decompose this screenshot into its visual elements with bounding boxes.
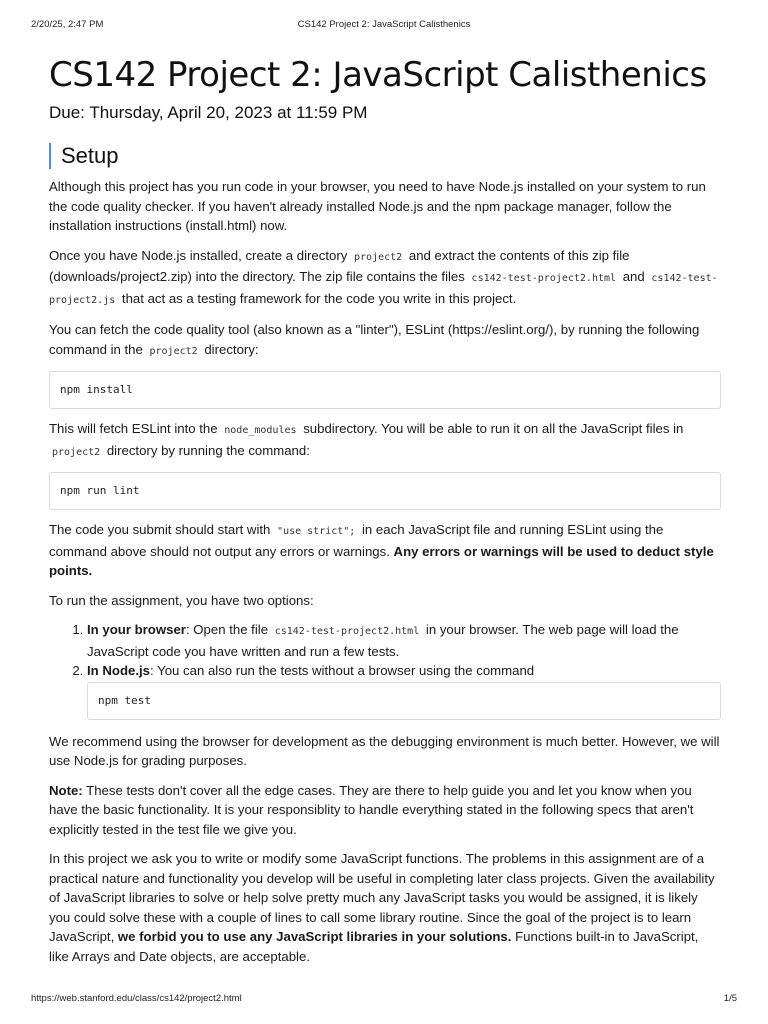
paragraph-recommend-browser: We recommend using the browser for development as the debugging environment is much better. However, we will use Node.js for grading purposes. — [49, 733, 720, 768]
inline-code-test-html: cs142-test-project2.html — [471, 273, 617, 284]
paragraph-create-directory: Once you have Node.js installed, create a directory project2 and extract the contents of this zip file (downloads/project2.zip) into the directory. The zip file contains the files cs142-test-project2.html and cs142-test-project2.js that act as a testing framework for the code you write in this project. — [49, 247, 718, 306]
print-url: https://web.stanford.edu/class/cs142/project2.html — [31, 993, 242, 1004]
code-block-npm-run-lint: npm run lint — [49, 472, 721, 510]
paragraph-run-options: To run the assignment, you have two options: — [49, 592, 314, 608]
inline-code-project2: project2 — [52, 446, 101, 458]
inline-code-project2: project2 — [354, 251, 403, 263]
due-date: Due: Thursday, April 20, 2023 at 11:59 PM — [49, 103, 368, 122]
document-body — [49, 52, 721, 976]
print-title: CS142 Project 2: JavaScript Calisthenics — [297, 19, 471, 30]
paragraph-library-policy: In this project we ask you to write or modify some JavaScript functions. The problems in this assignment are of a practical nature and functionality you develop will be useful in completing later class projects. Given the availability of JavaScript libraries to solve or help solve pretty much any JavaScript tasks you would be assigned, it is likely you could solve these with a couple of lines to call some library routine. Since the goal of the project is to learn JavaScript, we forbid you to use any JavaScript libraries in your solutions. Functions built-in to JavaScript, like Arrays and Date objects, are acceptable. — [49, 851, 715, 964]
print-datetime: 2/20/25, 2:47 PM — [31, 19, 104, 30]
paragraph-nodejs-intro: Although this project has you run code in your browser, you need to have Node.js installed on your system to run the code quality checker. If you haven't already installed Node.js and the npm package manager, follow the installation instructions (install.html) now. — [49, 179, 706, 233]
bold-library-forbid: we forbid you to use any JavaScript libraries in your solutions. — [117, 929, 512, 944]
code-block-npm-install: npm install — [49, 371, 721, 409]
code-block-npm-test: npm test — [87, 682, 721, 720]
list-item-nodejs: 2. In Node.js: You can also run the tests without a browser using the command npm test — [87, 661, 721, 720]
page-title: CS142 Project 2: JavaScript Calisthenics — [49, 55, 707, 95]
inline-code-project2: project2 — [149, 345, 198, 357]
paragraph-eslint-fetch: This will fetch ESLint into the node_modules subdirectory. You will be able to run it on all the JavaScript files in project2 directory by running the command: — [49, 421, 684, 458]
inline-code-test-js: cs142-test-project2.js — [49, 273, 718, 306]
bold-style-points-warning: Any errors or warnings will be used to deduct style points. — [49, 543, 714, 578]
inline-code-node-modules: node_modules — [224, 425, 297, 436]
print-footer — [0, 993, 768, 1007]
list-item-browser: 1. In your browser: Open the file cs142-test-project2.html in your browser. The web page will load the JavaScript code you have written and run a few tests. — [87, 620, 721, 661]
paragraph-use-strict: The code you submit should start with "use strict"; in each JavaScript file and running ESLint using the command above should not output any errors or warnings. Any errors or warnings will be used to deduct style points. — [49, 522, 714, 578]
print-header — [0, 19, 768, 33]
paragraph-fetch-linter: You can fetch the code quality tool (also known as a "linter"), ESLint (https://eslint.org/), by running the following command in the project2 directory: — [49, 322, 700, 357]
section-heading-setup: Setup — [49, 143, 721, 169]
inline-code-test-html: cs142-test-project2.html — [274, 626, 420, 637]
run-options-list — [49, 620, 721, 720]
print-page-number: 1/5 — [723, 993, 737, 1004]
paragraph-note: Note: These tests don't cover all the edge cases. They are there to help guide you and let you know when you have the basic functionality. It is your responsiblity to handle everything stated in the following specs that aren't explicitly tested in the test file we give you. — [49, 782, 694, 837]
inline-code-use-strict: "use strict"; — [277, 526, 356, 537]
